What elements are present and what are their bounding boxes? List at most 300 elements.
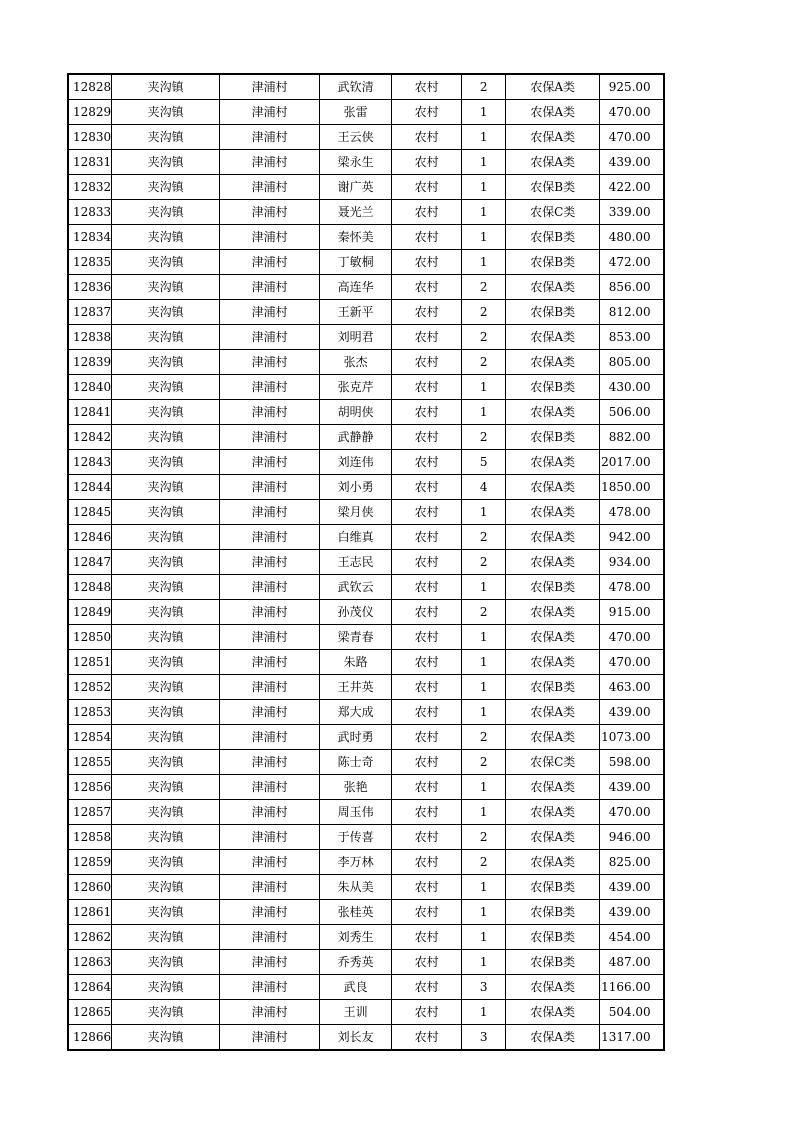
amount-cell: 812.00 (600, 300, 664, 325)
town-cell: 夹沟镇 (112, 250, 220, 275)
member-count-cell: 1 (462, 925, 506, 950)
household-type-cell: 农村 (392, 450, 462, 475)
record-id-cell: 12862 (68, 925, 112, 950)
name-cell: 武钦云 (320, 575, 392, 600)
name-cell: 王井英 (320, 675, 392, 700)
table-row (68, 875, 664, 900)
member-count-cell: 2 (462, 74, 506, 100)
household-type-cell: 农村 (392, 150, 462, 175)
amount-cell: 430.00 (600, 375, 664, 400)
village-cell: 津浦村 (220, 1025, 320, 1051)
amount-cell: 439.00 (600, 775, 664, 800)
category-cell: 农保A类 (506, 1000, 600, 1025)
town-cell: 夹沟镇 (112, 125, 220, 150)
name-cell: 丁敏桐 (320, 250, 392, 275)
amount-cell: 825.00 (600, 850, 664, 875)
name-cell: 李万林 (320, 850, 392, 875)
town-cell: 夹沟镇 (112, 850, 220, 875)
town-cell: 夹沟镇 (112, 175, 220, 200)
amount-cell: 439.00 (600, 150, 664, 175)
member-count-cell: 2 (462, 300, 506, 325)
household-type-cell: 农村 (392, 74, 462, 100)
record-id-cell: 12855 (68, 750, 112, 775)
category-cell: 农保B类 (506, 950, 600, 975)
village-cell: 津浦村 (220, 250, 320, 275)
amount-cell: 478.00 (600, 500, 664, 525)
table-row (68, 625, 664, 650)
record-id-cell: 12847 (68, 550, 112, 575)
member-count-cell: 1 (462, 900, 506, 925)
name-cell: 刘连伟 (320, 450, 392, 475)
household-type-cell: 农村 (392, 975, 462, 1000)
record-id-cell: 12864 (68, 975, 112, 1000)
name-cell: 武静静 (320, 425, 392, 450)
record-id-cell: 12856 (68, 775, 112, 800)
member-count-cell: 1 (462, 650, 506, 675)
household-type-cell: 农村 (392, 675, 462, 700)
village-cell: 津浦村 (220, 975, 320, 1000)
amount-cell: 1166.00 (600, 975, 664, 1000)
record-id-cell: 12838 (68, 325, 112, 350)
table-row (68, 450, 664, 475)
village-cell: 津浦村 (220, 725, 320, 750)
category-cell: 农保A类 (506, 650, 600, 675)
member-count-cell: 1 (462, 700, 506, 725)
town-cell: 夹沟镇 (112, 700, 220, 725)
table-row (68, 425, 664, 450)
amount-cell: 470.00 (600, 100, 664, 125)
amount-cell: 598.00 (600, 750, 664, 775)
member-count-cell: 1 (462, 625, 506, 650)
record-id-cell: 12857 (68, 800, 112, 825)
amount-cell: 942.00 (600, 525, 664, 550)
town-cell: 夹沟镇 (112, 875, 220, 900)
record-id-cell: 12853 (68, 700, 112, 725)
record-id-cell: 12860 (68, 875, 112, 900)
village-cell: 津浦村 (220, 1000, 320, 1025)
name-cell: 张桂英 (320, 900, 392, 925)
record-id-cell: 12830 (68, 125, 112, 150)
table-row (68, 175, 664, 200)
town-cell: 夹沟镇 (112, 975, 220, 1000)
town-cell: 夹沟镇 (112, 1000, 220, 1025)
table-row (68, 925, 664, 950)
name-cell: 王云侠 (320, 125, 392, 150)
table-row (68, 825, 664, 850)
amount-cell: 856.00 (600, 275, 664, 300)
amount-cell: 439.00 (600, 700, 664, 725)
record-id-cell: 12858 (68, 825, 112, 850)
table-row (68, 350, 664, 375)
town-cell: 夹沟镇 (112, 800, 220, 825)
category-cell: 农保B类 (506, 375, 600, 400)
name-cell: 王新平 (320, 300, 392, 325)
name-cell: 秦怀美 (320, 225, 392, 250)
member-count-cell: 3 (462, 1025, 506, 1051)
member-count-cell: 1 (462, 675, 506, 700)
amount-cell: 2017.00 (600, 450, 664, 475)
member-count-cell: 1 (462, 250, 506, 275)
member-count-cell: 2 (462, 325, 506, 350)
name-cell: 郑大成 (320, 700, 392, 725)
member-count-cell: 2 (462, 850, 506, 875)
amount-cell: 439.00 (600, 875, 664, 900)
town-cell: 夹沟镇 (112, 950, 220, 975)
member-count-cell: 2 (462, 275, 506, 300)
member-count-cell: 1 (462, 400, 506, 425)
amount-cell: 1850.00 (600, 475, 664, 500)
village-cell: 津浦村 (220, 750, 320, 775)
name-cell: 朱路 (320, 650, 392, 675)
village-cell: 津浦村 (220, 850, 320, 875)
table-row (68, 100, 664, 125)
town-cell: 夹沟镇 (112, 200, 220, 225)
record-id-cell: 12863 (68, 950, 112, 975)
household-type-cell: 农村 (392, 325, 462, 350)
table-row (68, 700, 664, 725)
household-type-cell: 农村 (392, 700, 462, 725)
member-count-cell: 1 (462, 800, 506, 825)
household-type-cell: 农村 (392, 950, 462, 975)
category-cell: 农保A类 (506, 725, 600, 750)
member-count-cell: 4 (462, 475, 506, 500)
name-cell: 孙茂仪 (320, 600, 392, 625)
village-cell: 津浦村 (220, 925, 320, 950)
village-cell: 津浦村 (220, 600, 320, 625)
amount-cell: 504.00 (600, 1000, 664, 1025)
amount-cell: 915.00 (600, 600, 664, 625)
household-type-cell: 农村 (392, 500, 462, 525)
village-cell: 津浦村 (220, 425, 320, 450)
record-id-cell: 12852 (68, 675, 112, 700)
name-cell: 于传喜 (320, 825, 392, 850)
member-count-cell: 1 (462, 225, 506, 250)
member-count-cell: 1 (462, 175, 506, 200)
table-row (68, 500, 664, 525)
name-cell: 张杰 (320, 350, 392, 375)
village-cell: 津浦村 (220, 375, 320, 400)
household-type-cell: 农村 (392, 1025, 462, 1051)
table-row (68, 375, 664, 400)
town-cell: 夹沟镇 (112, 650, 220, 675)
category-cell: 农保A类 (506, 525, 600, 550)
category-cell: 农保A类 (506, 475, 600, 500)
town-cell: 夹沟镇 (112, 500, 220, 525)
name-cell: 张克芹 (320, 375, 392, 400)
category-cell: 农保A类 (506, 100, 600, 125)
household-type-cell: 农村 (392, 425, 462, 450)
category-cell: 农保A类 (506, 350, 600, 375)
table-row (68, 74, 664, 100)
village-cell: 津浦村 (220, 700, 320, 725)
member-count-cell: 2 (462, 725, 506, 750)
name-cell: 武钦清 (320, 74, 392, 100)
table-row (68, 850, 664, 875)
category-cell: 农保B类 (506, 425, 600, 450)
table-row (68, 900, 664, 925)
amount-cell: 470.00 (600, 800, 664, 825)
village-cell: 津浦村 (220, 300, 320, 325)
name-cell: 张雷 (320, 100, 392, 125)
table-row (68, 800, 664, 825)
village-cell: 津浦村 (220, 550, 320, 575)
name-cell: 梁青春 (320, 625, 392, 650)
village-cell: 津浦村 (220, 625, 320, 650)
town-cell: 夹沟镇 (112, 325, 220, 350)
category-cell: 农保B类 (506, 250, 600, 275)
member-count-cell: 1 (462, 1000, 506, 1025)
household-type-cell: 农村 (392, 725, 462, 750)
member-count-cell: 2 (462, 525, 506, 550)
village-cell: 津浦村 (220, 650, 320, 675)
household-type-cell: 农村 (392, 275, 462, 300)
amount-cell: 339.00 (600, 200, 664, 225)
amount-cell: 853.00 (600, 325, 664, 350)
table-row (68, 725, 664, 750)
member-count-cell: 5 (462, 450, 506, 475)
village-cell: 津浦村 (220, 125, 320, 150)
village-cell: 津浦村 (220, 900, 320, 925)
record-id-cell: 12849 (68, 600, 112, 625)
household-type-cell: 农村 (392, 200, 462, 225)
category-cell: 农保A类 (506, 325, 600, 350)
category-cell: 农保A类 (506, 625, 600, 650)
category-cell: 农保A类 (506, 800, 600, 825)
village-cell: 津浦村 (220, 775, 320, 800)
member-count-cell: 1 (462, 575, 506, 600)
name-cell: 王志民 (320, 550, 392, 575)
table-row (68, 475, 664, 500)
town-cell: 夹沟镇 (112, 375, 220, 400)
subsidy-table (67, 73, 665, 1051)
category-cell: 农保B类 (506, 225, 600, 250)
record-id-cell: 12854 (68, 725, 112, 750)
member-count-cell: 1 (462, 125, 506, 150)
amount-cell: 454.00 (600, 925, 664, 950)
household-type-cell: 农村 (392, 300, 462, 325)
amount-cell: 478.00 (600, 575, 664, 600)
record-id-cell: 12829 (68, 100, 112, 125)
town-cell: 夹沟镇 (112, 275, 220, 300)
town-cell: 夹沟镇 (112, 725, 220, 750)
member-count-cell: 2 (462, 600, 506, 625)
amount-cell: 1317.00 (600, 1025, 664, 1051)
town-cell: 夹沟镇 (112, 450, 220, 475)
record-id-cell: 12842 (68, 425, 112, 450)
village-cell: 津浦村 (220, 825, 320, 850)
town-cell: 夹沟镇 (112, 625, 220, 650)
village-cell: 津浦村 (220, 675, 320, 700)
record-id-cell: 12851 (68, 650, 112, 675)
table-row (68, 300, 664, 325)
member-count-cell: 1 (462, 375, 506, 400)
village-cell: 津浦村 (220, 525, 320, 550)
category-cell: 农保A类 (506, 700, 600, 725)
record-id-cell: 12839 (68, 350, 112, 375)
amount-cell: 487.00 (600, 950, 664, 975)
category-cell: 农保A类 (506, 125, 600, 150)
record-id-cell: 12837 (68, 300, 112, 325)
record-id-cell: 12832 (68, 175, 112, 200)
name-cell: 乔秀英 (320, 950, 392, 975)
amount-cell: 439.00 (600, 900, 664, 925)
household-type-cell: 农村 (392, 650, 462, 675)
category-cell: 农保A类 (506, 500, 600, 525)
town-cell: 夹沟镇 (112, 825, 220, 850)
amount-cell: 805.00 (600, 350, 664, 375)
household-type-cell: 农村 (392, 225, 462, 250)
household-type-cell: 农村 (392, 350, 462, 375)
village-cell: 津浦村 (220, 450, 320, 475)
name-cell: 胡明侠 (320, 400, 392, 425)
amount-cell: 470.00 (600, 125, 664, 150)
table-row (68, 550, 664, 575)
table-row (68, 275, 664, 300)
member-count-cell: 2 (462, 425, 506, 450)
village-cell: 津浦村 (220, 150, 320, 175)
category-cell: 农保C类 (506, 750, 600, 775)
record-id-cell: 12840 (68, 375, 112, 400)
category-cell: 农保B类 (506, 900, 600, 925)
name-cell: 朱从美 (320, 875, 392, 900)
household-type-cell: 农村 (392, 100, 462, 125)
household-type-cell: 农村 (392, 775, 462, 800)
town-cell: 夹沟镇 (112, 675, 220, 700)
household-type-cell: 农村 (392, 1000, 462, 1025)
table-row (68, 750, 664, 775)
record-id-cell: 12859 (68, 850, 112, 875)
table-row (68, 200, 664, 225)
record-id-cell: 12836 (68, 275, 112, 300)
category-cell: 农保A类 (506, 850, 600, 875)
name-cell: 武良 (320, 975, 392, 1000)
household-type-cell: 农村 (392, 375, 462, 400)
record-id-cell: 12841 (68, 400, 112, 425)
village-cell: 津浦村 (220, 100, 320, 125)
name-cell: 武时勇 (320, 725, 392, 750)
member-count-cell: 2 (462, 550, 506, 575)
table-row (68, 325, 664, 350)
household-type-cell: 农村 (392, 925, 462, 950)
member-count-cell: 1 (462, 875, 506, 900)
record-id-cell: 12846 (68, 525, 112, 550)
town-cell: 夹沟镇 (112, 525, 220, 550)
table-row (68, 150, 664, 175)
record-id-cell: 12848 (68, 575, 112, 600)
household-type-cell: 农村 (392, 550, 462, 575)
amount-cell: 925.00 (600, 74, 664, 100)
table-row (68, 975, 664, 1000)
member-count-cell: 1 (462, 200, 506, 225)
town-cell: 夹沟镇 (112, 900, 220, 925)
category-cell: 农保A类 (506, 775, 600, 800)
category-cell: 农保A类 (506, 550, 600, 575)
amount-cell: 506.00 (600, 400, 664, 425)
household-type-cell: 农村 (392, 850, 462, 875)
village-cell: 津浦村 (220, 275, 320, 300)
category-cell: 农保A类 (506, 600, 600, 625)
record-id-cell: 12834 (68, 225, 112, 250)
village-cell: 津浦村 (220, 200, 320, 225)
town-cell: 夹沟镇 (112, 150, 220, 175)
name-cell: 梁月侠 (320, 500, 392, 525)
household-type-cell: 农村 (392, 175, 462, 200)
village-cell: 津浦村 (220, 350, 320, 375)
town-cell: 夹沟镇 (112, 1025, 220, 1051)
name-cell: 王训 (320, 1000, 392, 1025)
member-count-cell: 2 (462, 825, 506, 850)
record-id-cell: 12835 (68, 250, 112, 275)
name-cell: 白维真 (320, 525, 392, 550)
record-id-cell: 12845 (68, 500, 112, 525)
town-cell: 夹沟镇 (112, 575, 220, 600)
record-id-cell: 12866 (68, 1025, 112, 1051)
household-type-cell: 农村 (392, 575, 462, 600)
town-cell: 夹沟镇 (112, 300, 220, 325)
town-cell: 夹沟镇 (112, 350, 220, 375)
table-row (68, 775, 664, 800)
village-cell: 津浦村 (220, 175, 320, 200)
town-cell: 夹沟镇 (112, 775, 220, 800)
household-type-cell: 农村 (392, 475, 462, 500)
household-type-cell: 农村 (392, 825, 462, 850)
table-body (68, 74, 664, 1050)
table-row (68, 600, 664, 625)
town-cell: 夹沟镇 (112, 100, 220, 125)
household-type-cell: 农村 (392, 800, 462, 825)
amount-cell: 472.00 (600, 250, 664, 275)
amount-cell: 934.00 (600, 550, 664, 575)
village-cell: 津浦村 (220, 74, 320, 100)
village-cell: 津浦村 (220, 325, 320, 350)
table-row (68, 675, 664, 700)
record-id-cell: 12833 (68, 200, 112, 225)
category-cell: 农保A类 (506, 400, 600, 425)
member-count-cell: 1 (462, 100, 506, 125)
town-cell: 夹沟镇 (112, 225, 220, 250)
household-type-cell: 农村 (392, 525, 462, 550)
village-cell: 津浦村 (220, 875, 320, 900)
table-row (68, 225, 664, 250)
village-cell: 津浦村 (220, 500, 320, 525)
category-cell: 农保A类 (506, 150, 600, 175)
record-id-cell: 12865 (68, 1000, 112, 1025)
category-cell: 农保A类 (506, 74, 600, 100)
village-cell: 津浦村 (220, 400, 320, 425)
category-cell: 农保B类 (506, 675, 600, 700)
household-type-cell: 农村 (392, 900, 462, 925)
member-count-cell: 1 (462, 150, 506, 175)
household-type-cell: 农村 (392, 750, 462, 775)
category-cell: 农保B类 (506, 875, 600, 900)
member-count-cell: 2 (462, 350, 506, 375)
household-type-cell: 农村 (392, 600, 462, 625)
town-cell: 夹沟镇 (112, 425, 220, 450)
town-cell: 夹沟镇 (112, 750, 220, 775)
category-cell: 农保A类 (506, 825, 600, 850)
category-cell: 农保A类 (506, 975, 600, 1000)
category-cell: 农保B类 (506, 925, 600, 950)
table-row (68, 250, 664, 275)
member-count-cell: 3 (462, 975, 506, 1000)
table-row (68, 125, 664, 150)
table-row (68, 400, 664, 425)
amount-cell: 470.00 (600, 650, 664, 675)
village-cell: 津浦村 (220, 225, 320, 250)
record-id-cell: 12843 (68, 450, 112, 475)
record-id-cell: 12831 (68, 150, 112, 175)
category-cell: 农保A类 (506, 450, 600, 475)
